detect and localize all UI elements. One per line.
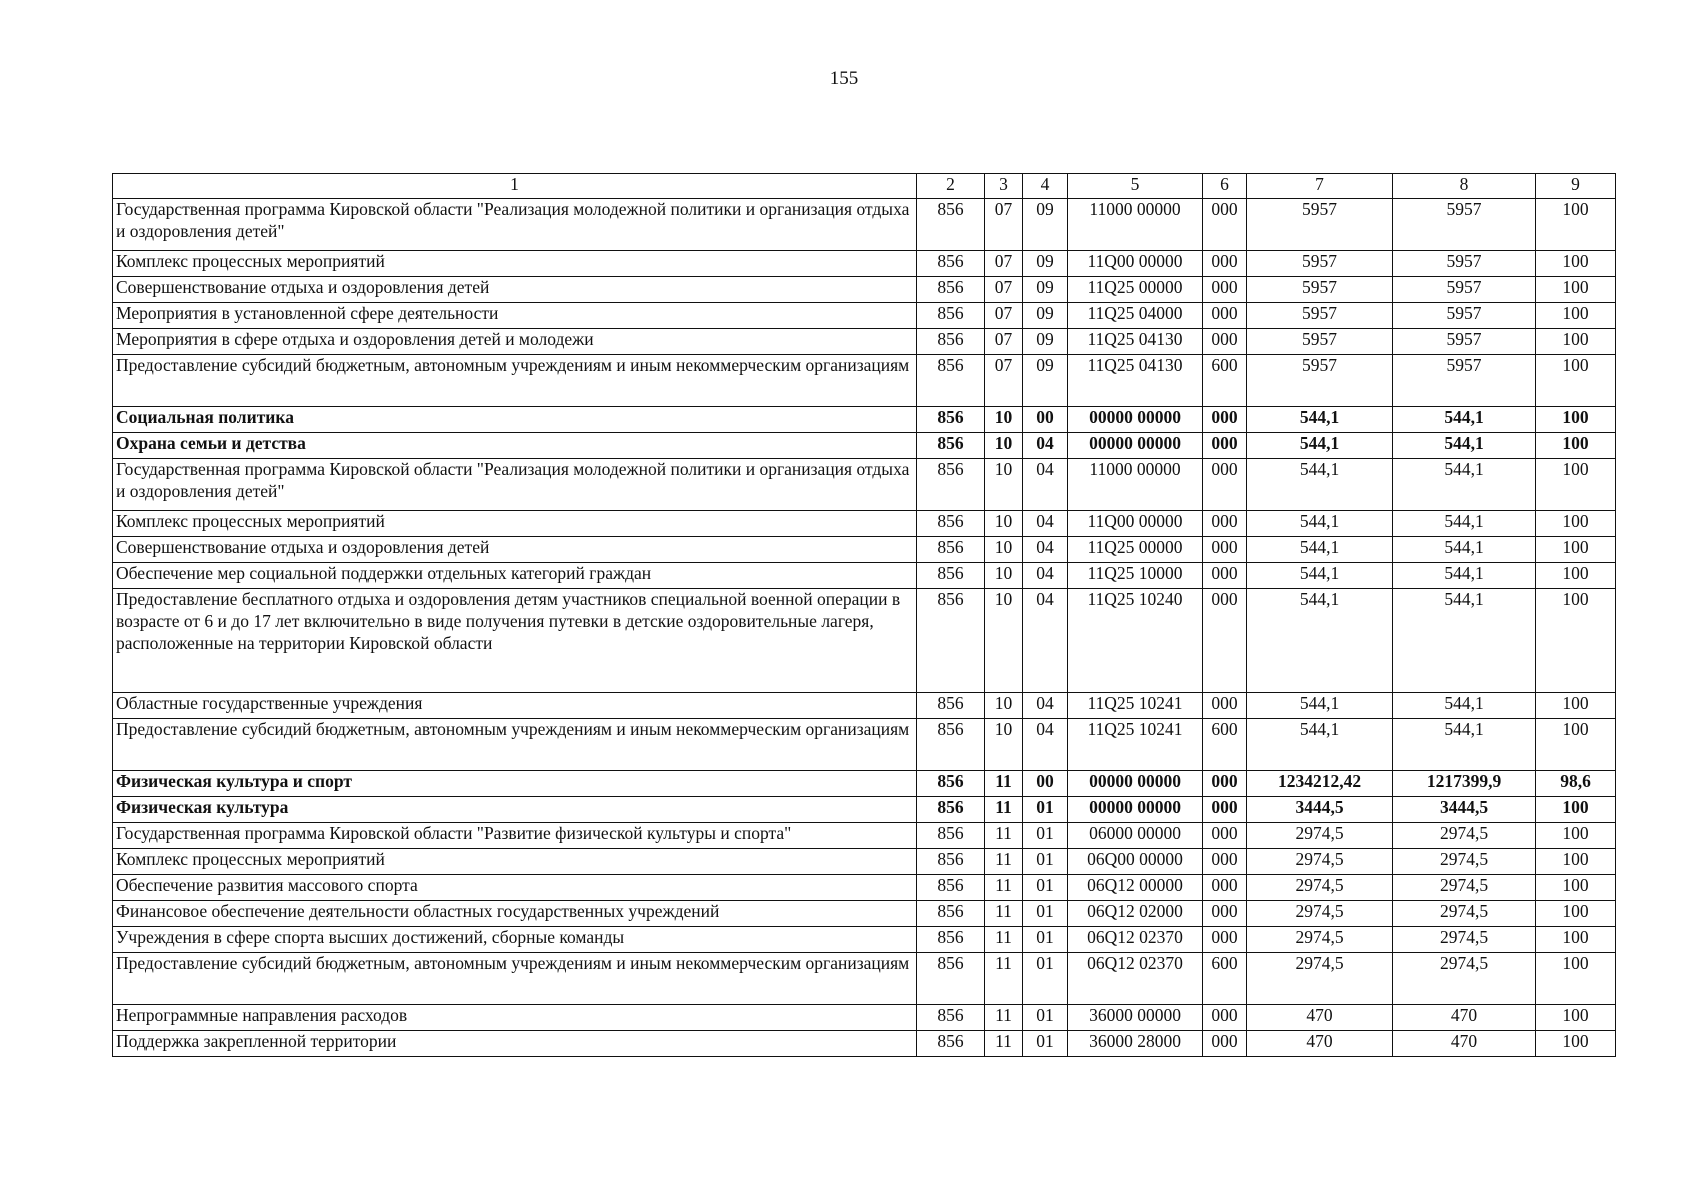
section-cell: 11 <box>985 901 1023 927</box>
admin-code-cell: 856 <box>917 459 985 511</box>
table-row <box>113 251 1616 277</box>
row-name-cell: Предоставление бесплатного отдыха и оздоровления детям участников специальной военной операции в возрасте от 6 и до 17 лет включительно в виде получения путевки в детские оздоровительные лагеря, расположенные на территории Кировской области <box>113 589 917 693</box>
target-item-cell: 11Q25 04000 <box>1068 303 1203 329</box>
planned-amount-cell: 2974,5 <box>1247 901 1393 927</box>
row-name-cell: Государственная программа Кировской области "Развитие физической культуры и спорта" <box>113 823 917 849</box>
execution-percent-cell: 100 <box>1536 563 1616 589</box>
row-name-cell: Охрана семьи и детства <box>113 433 917 459</box>
section-cell: 11 <box>985 927 1023 953</box>
row-name-cell: Непрограммные направления расходов <box>113 1005 917 1031</box>
admin-code-cell: 856 <box>917 537 985 563</box>
section-cell: 07 <box>985 329 1023 355</box>
expense-type-cell: 000 <box>1203 199 1247 251</box>
expense-type-cell: 000 <box>1203 329 1247 355</box>
admin-code-cell: 856 <box>917 693 985 719</box>
table-row <box>113 875 1616 901</box>
planned-amount-cell: 470 <box>1247 1005 1393 1031</box>
expense-type-cell: 000 <box>1203 511 1247 537</box>
admin-code-cell: 856 <box>917 251 985 277</box>
row-name-cell: Государственная программа Кировской области "Реализация молодежной политики и организация отдыха и оздоровления детей" <box>113 459 917 511</box>
execution-percent-cell: 100 <box>1536 433 1616 459</box>
target-item-cell: 11Q25 00000 <box>1068 277 1203 303</box>
executed-amount-cell: 544,1 <box>1393 459 1536 511</box>
executed-amount-cell: 2974,5 <box>1393 875 1536 901</box>
table-row <box>113 849 1616 875</box>
row-name-cell: Учреждения в сфере спорта высших достижений, сборные команды <box>113 927 917 953</box>
table-row <box>113 901 1616 927</box>
executed-amount-cell: 544,1 <box>1393 433 1536 459</box>
admin-code-cell: 856 <box>917 849 985 875</box>
expense-type-cell: 600 <box>1203 719 1247 771</box>
table-row <box>113 537 1616 563</box>
target-item-cell: 00000 00000 <box>1068 407 1203 433</box>
expense-type-cell: 000 <box>1203 303 1247 329</box>
expense-type-cell: 000 <box>1203 771 1247 797</box>
planned-amount-cell: 544,1 <box>1247 407 1393 433</box>
table-row <box>113 277 1616 303</box>
subsection-cell: 04 <box>1023 563 1068 589</box>
target-item-cell: 11Q00 00000 <box>1068 511 1203 537</box>
subsection-cell: 04 <box>1023 511 1068 537</box>
expense-type-cell: 000 <box>1203 927 1247 953</box>
row-name-cell: Совершенствование отдыха и оздоровления детей <box>113 537 917 563</box>
execution-percent-cell: 100 <box>1536 277 1616 303</box>
subsection-cell: 04 <box>1023 433 1068 459</box>
admin-code-cell: 856 <box>917 927 985 953</box>
expense-type-cell: 000 <box>1203 563 1247 589</box>
executed-amount-cell: 5957 <box>1393 329 1536 355</box>
subsection-cell: 09 <box>1023 303 1068 329</box>
section-cell: 10 <box>985 589 1023 693</box>
executed-amount-cell: 544,1 <box>1393 407 1536 433</box>
subsection-cell: 01 <box>1023 1031 1068 1057</box>
table-row <box>113 199 1616 251</box>
admin-code-cell: 856 <box>917 329 985 355</box>
target-item-cell: 06000 00000 <box>1068 823 1203 849</box>
expense-type-cell: 000 <box>1203 693 1247 719</box>
row-name-cell: Обеспечение развития массового спорта <box>113 875 917 901</box>
executed-amount-cell: 470 <box>1393 1031 1536 1057</box>
execution-percent-cell: 100 <box>1536 927 1616 953</box>
admin-code-cell: 856 <box>917 719 985 771</box>
target-item-cell: 11Q25 04130 <box>1068 329 1203 355</box>
target-item-cell: 11Q25 00000 <box>1068 537 1203 563</box>
table-row <box>113 329 1616 355</box>
planned-amount-cell: 544,1 <box>1247 563 1393 589</box>
subsection-cell: 09 <box>1023 355 1068 407</box>
admin-code-cell: 856 <box>917 355 985 407</box>
planned-amount-cell: 3444,5 <box>1247 797 1393 823</box>
planned-amount-cell: 5957 <box>1247 303 1393 329</box>
subsection-cell: 01 <box>1023 875 1068 901</box>
target-item-cell: 11Q25 10241 <box>1068 719 1203 771</box>
row-name-cell: Обеспечение мер социальной поддержки отдельных категорий граждан <box>113 563 917 589</box>
subsection-cell: 01 <box>1023 953 1068 1005</box>
subsection-cell: 01 <box>1023 797 1068 823</box>
target-item-cell: 00000 00000 <box>1068 797 1203 823</box>
column-header: 2 <box>917 174 985 199</box>
target-item-cell: 06Q12 02000 <box>1068 901 1203 927</box>
table-body <box>113 199 1616 1057</box>
executed-amount-cell: 544,1 <box>1393 537 1536 563</box>
execution-percent-cell: 100 <box>1536 511 1616 537</box>
section-cell: 11 <box>985 1005 1023 1031</box>
expense-type-cell: 000 <box>1203 407 1247 433</box>
column-header-row <box>113 174 1616 199</box>
table-row <box>113 823 1616 849</box>
admin-code-cell: 856 <box>917 563 985 589</box>
execution-percent-cell: 100 <box>1536 199 1616 251</box>
executed-amount-cell: 2974,5 <box>1393 901 1536 927</box>
row-name-cell: Государственная программа Кировской области "Реализация молодежной политики и организация отдыха и оздоровления детей" <box>113 199 917 251</box>
section-cell: 10 <box>985 433 1023 459</box>
expense-type-cell: 000 <box>1203 537 1247 563</box>
subsection-cell: 09 <box>1023 329 1068 355</box>
planned-amount-cell: 2974,5 <box>1247 849 1393 875</box>
target-item-cell: 06Q12 02370 <box>1068 953 1203 1005</box>
section-cell: 10 <box>985 511 1023 537</box>
executed-amount-cell: 544,1 <box>1393 563 1536 589</box>
executed-amount-cell: 2974,5 <box>1393 849 1536 875</box>
column-header: 8 <box>1393 174 1536 199</box>
executed-amount-cell: 544,1 <box>1393 589 1536 693</box>
section-cell: 10 <box>985 407 1023 433</box>
section-cell: 07 <box>985 303 1023 329</box>
row-name-cell: Мероприятия в сфере отдыха и оздоровления детей и молодежи <box>113 329 917 355</box>
planned-amount-cell: 5957 <box>1247 199 1393 251</box>
table-row <box>113 511 1616 537</box>
expense-type-cell: 000 <box>1203 1031 1247 1057</box>
admin-code-cell: 856 <box>917 1005 985 1031</box>
executed-amount-cell: 2974,5 <box>1393 823 1536 849</box>
admin-code-cell: 856 <box>917 433 985 459</box>
subsection-cell: 09 <box>1023 199 1068 251</box>
planned-amount-cell: 2974,5 <box>1247 953 1393 1005</box>
admin-code-cell: 856 <box>917 303 985 329</box>
admin-code-cell: 856 <box>917 199 985 251</box>
target-item-cell: 06Q12 00000 <box>1068 875 1203 901</box>
column-header: 7 <box>1247 174 1393 199</box>
expense-type-cell: 000 <box>1203 433 1247 459</box>
planned-amount-cell: 544,1 <box>1247 589 1393 693</box>
planned-amount-cell: 5957 <box>1247 277 1393 303</box>
target-item-cell: 06Q00 00000 <box>1068 849 1203 875</box>
target-item-cell: 11Q25 10241 <box>1068 693 1203 719</box>
target-item-cell: 11Q25 10240 <box>1068 589 1203 693</box>
table-row <box>113 693 1616 719</box>
row-name-cell: Комплекс процессных мероприятий <box>113 251 917 277</box>
subsection-cell: 01 <box>1023 849 1068 875</box>
page-number: 155 <box>829 68 859 89</box>
admin-code-cell: 856 <box>917 823 985 849</box>
executed-amount-cell: 544,1 <box>1393 511 1536 537</box>
target-item-cell: 36000 28000 <box>1068 1031 1203 1057</box>
table-row <box>113 1005 1616 1031</box>
expense-type-cell: 000 <box>1203 901 1247 927</box>
planned-amount-cell: 544,1 <box>1247 511 1393 537</box>
row-name-cell: Финансовое обеспечение деятельности областных государственных учреждений <box>113 901 917 927</box>
target-item-cell: 11000 00000 <box>1068 459 1203 511</box>
executed-amount-cell: 2974,5 <box>1393 953 1536 1005</box>
section-cell: 11 <box>985 823 1023 849</box>
target-item-cell: 11Q25 04130 <box>1068 355 1203 407</box>
planned-amount-cell: 5957 <box>1247 329 1393 355</box>
execution-percent-cell: 100 <box>1536 719 1616 771</box>
table-row <box>113 303 1616 329</box>
section-cell: 07 <box>985 277 1023 303</box>
execution-percent-cell: 100 <box>1536 797 1616 823</box>
target-item-cell: 00000 00000 <box>1068 433 1203 459</box>
section-cell: 11 <box>985 771 1023 797</box>
table-row <box>113 355 1616 407</box>
execution-percent-cell: 100 <box>1536 355 1616 407</box>
target-item-cell: 11Q00 00000 <box>1068 251 1203 277</box>
execution-percent-cell: 100 <box>1536 901 1616 927</box>
subsection-cell: 01 <box>1023 823 1068 849</box>
expense-type-cell: 000 <box>1203 797 1247 823</box>
row-name-cell: Социальная политика <box>113 407 917 433</box>
planned-amount-cell: 1234212,42 <box>1247 771 1393 797</box>
column-header: 6 <box>1203 174 1247 199</box>
admin-code-cell: 856 <box>917 901 985 927</box>
row-name-cell: Предоставление субсидий бюджетным, автономным учреждениям и иным некоммерческим организациям <box>113 719 917 771</box>
target-item-cell: 06Q12 02370 <box>1068 927 1203 953</box>
expense-type-cell: 000 <box>1203 459 1247 511</box>
section-cell: 10 <box>985 563 1023 589</box>
row-name-cell: Физическая культура <box>113 797 917 823</box>
subsection-cell: 09 <box>1023 277 1068 303</box>
executed-amount-cell: 1217399,9 <box>1393 771 1536 797</box>
row-name-cell: Предоставление субсидий бюджетным, автономным учреждениям и иным некоммерческим организациям <box>113 355 917 407</box>
row-name-cell: Совершенствование отдыха и оздоровления детей <box>113 277 917 303</box>
section-cell: 11 <box>985 1031 1023 1057</box>
planned-amount-cell: 544,1 <box>1247 693 1393 719</box>
table-row <box>113 433 1616 459</box>
executed-amount-cell: 5957 <box>1393 303 1536 329</box>
admin-code-cell: 856 <box>917 771 985 797</box>
table-row <box>113 563 1616 589</box>
execution-percent-cell: 100 <box>1536 251 1616 277</box>
admin-code-cell: 856 <box>917 589 985 693</box>
table-row <box>113 719 1616 771</box>
table-row <box>113 797 1616 823</box>
admin-code-cell: 856 <box>917 407 985 433</box>
executed-amount-cell: 544,1 <box>1393 693 1536 719</box>
section-cell: 07 <box>985 355 1023 407</box>
execution-percent-cell: 100 <box>1536 303 1616 329</box>
execution-percent-cell: 100 <box>1536 329 1616 355</box>
executed-amount-cell: 5957 <box>1393 251 1536 277</box>
section-cell: 11 <box>985 875 1023 901</box>
executed-amount-cell: 544,1 <box>1393 719 1536 771</box>
admin-code-cell: 856 <box>917 1031 985 1057</box>
execution-percent-cell: 100 <box>1536 407 1616 433</box>
target-item-cell: 11000 00000 <box>1068 199 1203 251</box>
subsection-cell: 01 <box>1023 927 1068 953</box>
execution-percent-cell: 100 <box>1536 849 1616 875</box>
section-cell: 10 <box>985 459 1023 511</box>
planned-amount-cell: 5957 <box>1247 251 1393 277</box>
budget-table <box>112 173 1616 1057</box>
planned-amount-cell: 544,1 <box>1247 459 1393 511</box>
subsection-cell: 01 <box>1023 1005 1068 1031</box>
planned-amount-cell: 2974,5 <box>1247 927 1393 953</box>
expense-type-cell: 000 <box>1203 875 1247 901</box>
subsection-cell: 04 <box>1023 537 1068 563</box>
expense-type-cell: 600 <box>1203 355 1247 407</box>
column-header: 9 <box>1536 174 1616 199</box>
execution-percent-cell: 100 <box>1536 693 1616 719</box>
executed-amount-cell: 5957 <box>1393 199 1536 251</box>
table-row <box>113 407 1616 433</box>
executed-amount-cell: 5957 <box>1393 277 1536 303</box>
subsection-cell: 04 <box>1023 459 1068 511</box>
planned-amount-cell: 544,1 <box>1247 537 1393 563</box>
execution-percent-cell: 100 <box>1536 953 1616 1005</box>
execution-percent-cell: 100 <box>1536 589 1616 693</box>
row-name-cell: Поддержка закрепленной территории <box>113 1031 917 1057</box>
row-name-cell: Физическая культура и спорт <box>113 771 917 797</box>
expense-type-cell: 000 <box>1203 823 1247 849</box>
section-cell: 10 <box>985 719 1023 771</box>
expense-type-cell: 000 <box>1203 589 1247 693</box>
subsection-cell: 04 <box>1023 589 1068 693</box>
column-header: 1 <box>113 174 917 199</box>
expense-type-cell: 000 <box>1203 251 1247 277</box>
planned-amount-cell: 470 <box>1247 1031 1393 1057</box>
planned-amount-cell: 2974,5 <box>1247 875 1393 901</box>
expense-type-cell: 000 <box>1203 849 1247 875</box>
row-name-cell: Мероприятия в установленной сфере деятельности <box>113 303 917 329</box>
target-item-cell: 11Q25 10000 <box>1068 563 1203 589</box>
admin-code-cell: 856 <box>917 953 985 1005</box>
execution-percent-cell: 100 <box>1536 1031 1616 1057</box>
column-header: 4 <box>1023 174 1068 199</box>
planned-amount-cell: 5957 <box>1247 355 1393 407</box>
column-header: 5 <box>1068 174 1203 199</box>
execution-percent-cell: 100 <box>1536 537 1616 563</box>
subsection-cell: 01 <box>1023 901 1068 927</box>
planned-amount-cell: 2974,5 <box>1247 823 1393 849</box>
section-cell: 07 <box>985 199 1023 251</box>
subsection-cell: 04 <box>1023 693 1068 719</box>
section-cell: 11 <box>985 849 1023 875</box>
section-cell: 07 <box>985 251 1023 277</box>
table-row <box>113 927 1616 953</box>
executed-amount-cell: 3444,5 <box>1393 797 1536 823</box>
row-name-cell: Комплекс процессных мероприятий <box>113 849 917 875</box>
admin-code-cell: 856 <box>917 797 985 823</box>
subsection-cell: 00 <box>1023 407 1068 433</box>
section-cell: 11 <box>985 953 1023 1005</box>
execution-percent-cell: 98,6 <box>1536 771 1616 797</box>
admin-code-cell: 856 <box>917 875 985 901</box>
row-name-cell: Комплекс процессных мероприятий <box>113 511 917 537</box>
table-row <box>113 589 1616 693</box>
expense-type-cell: 000 <box>1203 1005 1247 1031</box>
table-row <box>113 1031 1616 1057</box>
target-item-cell: 00000 00000 <box>1068 771 1203 797</box>
executed-amount-cell: 470 <box>1393 1005 1536 1031</box>
planned-amount-cell: 544,1 <box>1247 719 1393 771</box>
table-row <box>113 953 1616 1005</box>
planned-amount-cell: 544,1 <box>1247 433 1393 459</box>
table-row <box>113 771 1616 797</box>
execution-percent-cell: 100 <box>1536 1005 1616 1031</box>
section-cell: 11 <box>985 797 1023 823</box>
section-cell: 10 <box>985 693 1023 719</box>
admin-code-cell: 856 <box>917 277 985 303</box>
table-row <box>113 459 1616 511</box>
column-header: 3 <box>985 174 1023 199</box>
subsection-cell: 00 <box>1023 771 1068 797</box>
row-name-cell: Областные государственные учреждения <box>113 693 917 719</box>
expense-type-cell: 600 <box>1203 953 1247 1005</box>
expense-type-cell: 000 <box>1203 277 1247 303</box>
subsection-cell: 04 <box>1023 719 1068 771</box>
subsection-cell: 09 <box>1023 251 1068 277</box>
execution-percent-cell: 100 <box>1536 875 1616 901</box>
section-cell: 10 <box>985 537 1023 563</box>
execution-percent-cell: 100 <box>1536 823 1616 849</box>
row-name-cell: Предоставление субсидий бюджетным, автономным учреждениям и иным некоммерческим организациям <box>113 953 917 1005</box>
execution-percent-cell: 100 <box>1536 459 1616 511</box>
admin-code-cell: 856 <box>917 511 985 537</box>
target-item-cell: 36000 00000 <box>1068 1005 1203 1031</box>
executed-amount-cell: 5957 <box>1393 355 1536 407</box>
executed-amount-cell: 2974,5 <box>1393 927 1536 953</box>
